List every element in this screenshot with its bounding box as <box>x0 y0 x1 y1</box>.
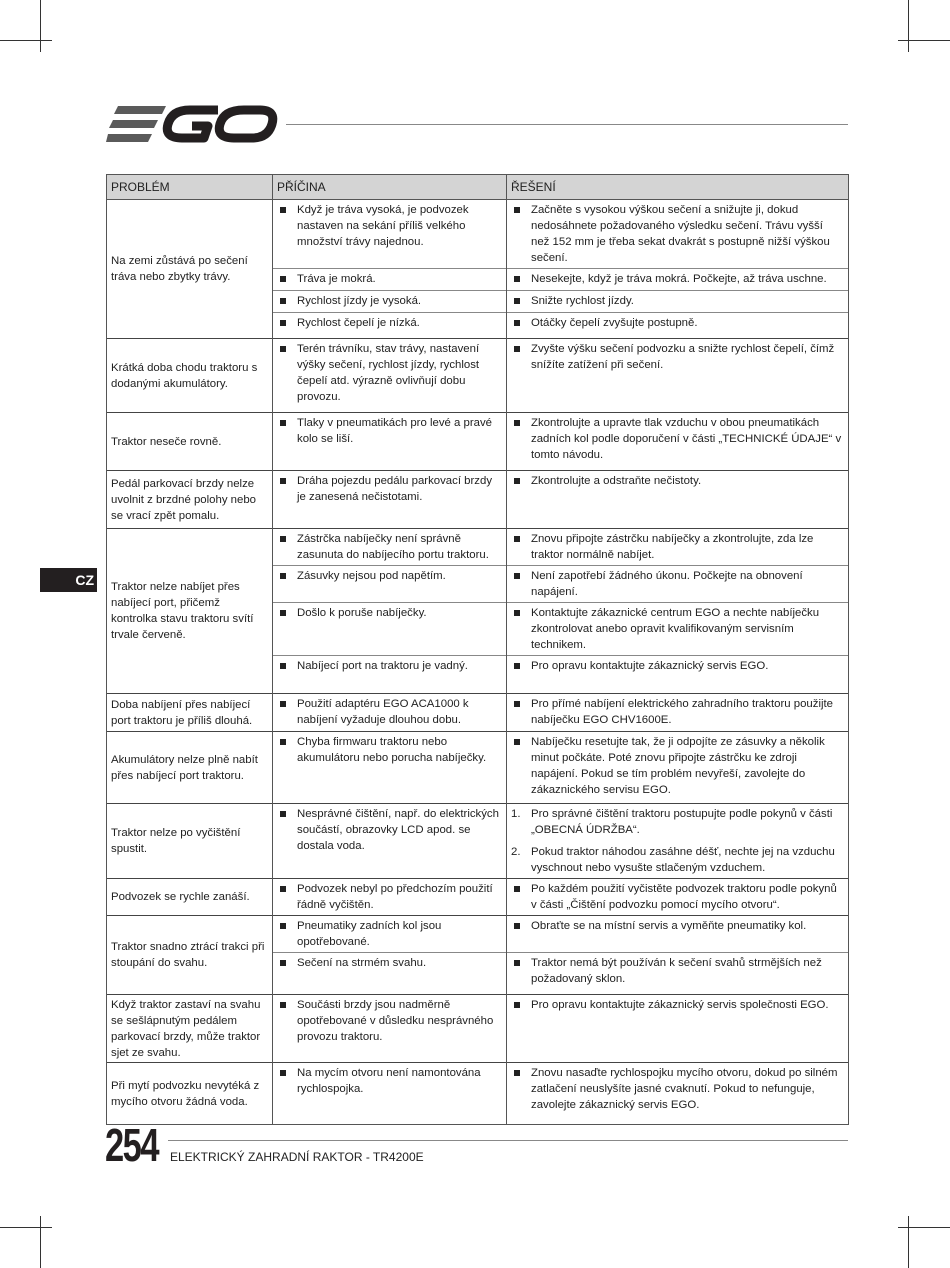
cause-item-text: Nabíjecí port na traktoru je vadný. <box>297 660 468 672</box>
step-number: 1. <box>511 808 521 820</box>
cause-cell <box>273 916 507 953</box>
cause-item-text: Součásti brzdy jsou nadměrně opotřebované v důsledku nesprávného provozu traktoru. <box>297 999 494 1043</box>
cause-item-text: Došlo k poruše nabíječky. <box>297 607 427 619</box>
solution-cell <box>507 471 849 529</box>
bullet-icon <box>514 923 520 929</box>
problem-cell: Traktor neseče rovně. <box>107 413 273 471</box>
cause-item-text: Když je tráva vysoká, je podvozek nastaven na sekání příliš velkého množství trávy najednou. <box>297 204 469 248</box>
solution-item <box>507 953 848 989</box>
cause-cell <box>273 269 507 291</box>
solution-cell <box>507 413 849 471</box>
bullet-icon <box>514 536 520 542</box>
problem-cell: Akumulátory nelze plně nabít přes nabíjecí port traktoru. <box>107 732 273 804</box>
bullet-icon <box>280 1070 286 1076</box>
step-text: Pokud traktor náhodou zasáhne déšť, nechte jej na vzduchu vyschnout nebo vysušte stlačeným vzduchem. <box>531 846 835 874</box>
crop-mark <box>908 1216 909 1268</box>
solution-item-text: Není zapotřebí žádného úkonu. Počkejte na obnovení napájení. <box>531 570 803 598</box>
table-row <box>107 1063 849 1125</box>
solution-item-text: Pro opravu kontaktujte zákaznický servis společnosti EGO. <box>531 999 829 1011</box>
cause-item-text: Pneumatiky zadních kol jsou opotřebované. <box>297 920 442 948</box>
problem-cell: Pedál parkovací brzdy nelze uvolnit z brzdné polohy nebo se vrací zpět pomalu. <box>107 471 273 529</box>
solution-cell <box>507 916 849 953</box>
solution-item <box>507 339 848 375</box>
bullet-icon <box>280 739 286 745</box>
solution-cell <box>507 656 849 694</box>
bullet-icon <box>280 346 286 352</box>
cause-item <box>273 732 506 768</box>
table-row <box>107 529 849 566</box>
cause-item-text: Zásuvky nejsou pod napětím. <box>297 570 446 582</box>
bullet-icon <box>514 420 520 426</box>
solution-item <box>507 603 848 655</box>
crop-mark <box>898 40 950 41</box>
bullet-icon <box>280 886 286 892</box>
cause-cell <box>273 953 507 995</box>
solution-item-text: Traktor nemá být používán k sečení svahů strmějších než požadovaný sklon. <box>531 957 822 985</box>
problem-cell: Podvozek se rychle zanáší. <box>107 879 273 916</box>
page-number: 254 <box>105 1119 159 1171</box>
bullet-icon <box>514 886 520 892</box>
cause-item <box>273 995 506 1047</box>
solution-item <box>507 200 848 268</box>
cause-cell <box>273 413 507 471</box>
solution-cell <box>507 879 849 916</box>
problem-cell: Při mytí podvozku nevytéká z mycího otvoru žádná voda. <box>107 1063 273 1125</box>
bullet-icon <box>280 320 286 326</box>
solution-item-text: Nabíječku resetujte tak, že ji odpojíte ze zásuvky a několik minut počkáte. Poté znovu připojte zástrčku ke zdroji napájení. Pokud se tím problém nevyřeší, zavolejte do zákaznického servisu EGO. <box>531 736 825 796</box>
solution-cell <box>507 200 849 269</box>
language-tab: CZ <box>40 568 97 592</box>
solution-item <box>507 313 848 333</box>
solution-item-text: Pro opravu kontaktujte zákaznický servis EGO. <box>531 660 769 672</box>
solution-item-text: Začněte s vysokou výškou sečení a snižujte ji, dokud nedosáhnete požadovaného výsledku sečení. Trávu vyšší než 152 mm je třeba sekat dvakrát s postupně nižší výškou sečení. <box>531 204 830 264</box>
cause-cell <box>273 603 507 656</box>
bullet-icon <box>280 923 286 929</box>
bullet-icon <box>280 207 286 213</box>
bullet-icon <box>514 298 520 304</box>
solution-item-text: Po každém použití vyčistěte podvozek traktoru podle pokynů v části „Čištění podvozku pomocí mycího otvoru“. <box>531 883 837 911</box>
table-row <box>107 732 849 804</box>
footer-title: ELEKTRICKÝ ZAHRADNÍ RAKTOR - TR4200E <box>170 1150 424 1164</box>
solution-item-text: Zvyšte výšku sečení podvozku a snižte rychlost čepelí, čímž snížíte zatížení při sečení. <box>531 343 835 371</box>
header-solution: ŘEŠENÍ <box>507 175 849 200</box>
table-row <box>107 694 849 732</box>
cause-cell <box>273 291 507 313</box>
crop-mark <box>40 1216 41 1268</box>
bullet-icon <box>514 207 520 213</box>
cause-item <box>273 1063 506 1099</box>
table-row <box>107 471 849 529</box>
cause-item <box>273 413 506 449</box>
solution-item-text: Znovu připojte zástrčku nabíječky a zkontrolujte, zda lze traktor normálně nabíjet. <box>531 533 814 561</box>
problem-cell: Traktor nelze po vyčištění spustit. <box>107 804 273 879</box>
bullet-icon <box>514 663 520 669</box>
bullet-icon <box>514 739 520 745</box>
step-number: 2. <box>511 846 521 858</box>
bullet-icon <box>280 701 286 707</box>
solution-step <box>507 804 848 840</box>
cause-item-text: Zástrčka nabíječky není správně zasunuta do nabíjecího portu traktoru. <box>297 533 489 561</box>
crop-mark <box>908 0 909 52</box>
header-rule <box>286 124 848 125</box>
solution-item-text: Otáčky čepelí zvyšujte postupně. <box>531 317 698 329</box>
troubleshooting-table <box>106 174 849 1125</box>
crop-mark <box>898 1227 950 1228</box>
cause-cell <box>273 339 507 413</box>
bullet-icon <box>280 610 286 616</box>
solution-item <box>507 1063 848 1115</box>
table-row <box>107 916 849 953</box>
solution-cell <box>507 313 849 339</box>
bullet-icon <box>280 811 286 817</box>
table-row <box>107 879 849 916</box>
cause-cell <box>273 879 507 916</box>
cause-cell <box>273 1063 507 1125</box>
cause-item <box>273 200 506 252</box>
problem-cell: Traktor nelze nabíjet přes nabíjecí port, přičemž kontrolka stavu traktoru svítí trvale červeně. <box>107 529 273 694</box>
cause-item <box>273 804 506 856</box>
crop-mark <box>40 0 41 52</box>
cause-item <box>273 471 506 507</box>
solution-cell <box>507 995 849 1063</box>
cause-item-text: Tlaky v pneumatikách pro levé a pravé kolo se liší. <box>297 417 493 445</box>
solution-cell <box>507 269 849 291</box>
bullet-icon <box>514 1070 520 1076</box>
solution-item-text: Pro přímé nabíjení elektrického zahradního traktoru použijte nabíječku EGO CHV1600E. <box>531 698 834 726</box>
solution-item <box>507 694 848 730</box>
cause-cell <box>273 200 507 269</box>
solution-item <box>507 995 848 1015</box>
problem-cell: Traktor snadno ztrácí trakci při stoupání do svahu. <box>107 916 273 995</box>
bullet-icon <box>514 276 520 282</box>
solution-item <box>507 879 848 915</box>
table-row <box>107 200 849 269</box>
problem-cell: Doba nabíjení přes nabíjecí port traktoru je příliš dlouhá. <box>107 694 273 732</box>
problem-cell: Krátká doba chodu traktoru s dodanými akumulátory. <box>107 339 273 413</box>
cause-item <box>273 566 506 586</box>
solution-item <box>507 529 848 565</box>
cause-item-text: Použití adaptéru EGO ACA1000 k nabíjení vyžaduje dlouhou dobu. <box>297 698 469 726</box>
bullet-icon <box>514 610 520 616</box>
cause-item <box>273 879 506 915</box>
solution-item <box>507 732 848 800</box>
cause-cell <box>273 313 507 339</box>
solution-item <box>507 916 848 936</box>
cause-item-text: Na mycím otvoru není namontována rychlospojka. <box>297 1067 481 1095</box>
cause-item <box>273 529 506 565</box>
cause-item-text: Chyba firmwaru traktoru nebo akumulátoru nebo porucha nabíječky. <box>297 736 487 764</box>
cause-item-text: Rychlost čepelí je nízká. <box>297 317 420 329</box>
bullet-icon <box>280 536 286 542</box>
solution-item <box>507 291 848 311</box>
bullet-icon <box>280 960 286 966</box>
problem-cell: Na zemi zůstává po sečení tráva nebo zbytky trávy. <box>107 200 273 339</box>
bullet-icon <box>280 663 286 669</box>
solution-cell <box>507 291 849 313</box>
cause-item <box>273 694 506 730</box>
cause-item <box>273 313 506 333</box>
solution-item-text: Zkontrolujte a upravte tlak vzduchu v obou pneumatikách zadních kol podle doporučení v části „TECHNICKÉ ÚDAJE“ v tomto návodu. <box>531 417 842 461</box>
cause-cell <box>273 566 507 603</box>
solution-item-text: Znovu nasaďte rychlospojku mycího otvoru, dokud po silném zatlačení neuslyšíte jasné cvaknutí. Pokud to nefunguje, zavolejte zákaznický servis EGO. <box>531 1067 838 1111</box>
bullet-icon <box>514 320 520 326</box>
solution-item-text: Kontaktujte zákaznické centrum EGO a nechte nabíječku zkontrolovat anebo opravit kvalifikovaným servisním technikem. <box>531 607 820 651</box>
cause-item-text: Terén trávníku, stav trávy, nastavení výšky sečení, rychlost jízdy, rychlost čepelí atd. výrazně ovlivňují dobu provozu. <box>297 343 480 403</box>
solution-item-text: Nesekejte, když je tráva mokrá. Počkejte, až tráva uschne. <box>531 273 827 285</box>
cause-item <box>273 916 506 952</box>
cause-item-text: Tráva je mokrá. <box>297 273 376 285</box>
bullet-icon <box>280 298 286 304</box>
solution-cell <box>507 529 849 566</box>
cause-cell <box>273 995 507 1063</box>
bullet-icon <box>514 960 520 966</box>
crop-mark <box>0 40 52 41</box>
cause-cell <box>273 471 507 529</box>
table-row <box>107 804 849 879</box>
cause-item-text: Nesprávné čištění, např. do elektrických součástí, obrazovky LCD apod. se dostala voda. <box>297 808 499 852</box>
bullet-icon <box>280 276 286 282</box>
cause-cell <box>273 529 507 566</box>
header-problem: PROBLÉM <box>107 175 273 200</box>
cause-item <box>273 339 506 407</box>
cause-item-text: Podvozek nebyl po předchozím použití řádně vyčištěn. <box>297 883 493 911</box>
bullet-icon <box>514 346 520 352</box>
cause-item-text: Rychlost jízdy je vysoká. <box>297 295 422 307</box>
bullet-icon <box>514 573 520 579</box>
solution-cell <box>507 694 849 732</box>
cause-cell <box>273 656 507 694</box>
solution-item-text: Obraťte se na místní servis a vyměňte pneumatiky kol. <box>531 920 807 932</box>
bullet-icon <box>280 420 286 426</box>
header-cause: PŘÍČINA <box>273 175 507 200</box>
solution-item <box>507 656 848 676</box>
bullet-icon <box>280 1002 286 1008</box>
solution-cell <box>507 1063 849 1125</box>
footer-rule <box>168 1140 848 1141</box>
cause-cell <box>273 732 507 804</box>
bullet-icon <box>280 478 286 484</box>
solution-cell <box>507 953 849 995</box>
bullet-icon <box>514 701 520 707</box>
table-row <box>107 339 849 413</box>
bullet-icon <box>514 1002 520 1008</box>
cause-item <box>273 656 506 676</box>
table-header-row <box>107 175 849 200</box>
solution-cell <box>507 339 849 413</box>
cause-item <box>273 603 506 623</box>
cause-item <box>273 291 506 311</box>
solution-item-text: Zkontrolujte a odstraňte nečistoty. <box>531 475 702 487</box>
table-row <box>107 413 849 471</box>
solution-cell <box>507 732 849 804</box>
bullet-icon <box>280 573 286 579</box>
solution-item <box>507 413 848 465</box>
solution-item-text: Snižte rychlost jízdy. <box>531 295 634 307</box>
cause-item <box>273 269 506 289</box>
cause-item <box>273 953 506 973</box>
solution-item <box>507 566 848 602</box>
ego-logo <box>106 100 278 148</box>
solution-item <box>507 471 848 491</box>
crop-mark <box>0 1227 52 1228</box>
solution-step <box>507 842 848 878</box>
solution-cell <box>507 566 849 603</box>
cause-cell <box>273 804 507 879</box>
cause-item-text: Dráha pojezdu pedálu parkovací brzdy je zanesená nečistotami. <box>297 475 493 503</box>
cause-cell <box>273 694 507 732</box>
bullet-icon <box>514 478 520 484</box>
solution-item <box>507 269 848 289</box>
solution-cell <box>507 804 849 879</box>
table-row <box>107 995 849 1063</box>
problem-cell: Když traktor zastaví na svahu se sešlápnutým pedálem parkovací brzdy, může traktor sjet ze svahu. <box>107 995 273 1063</box>
cause-item-text: Sečení na strmém svahu. <box>297 957 427 969</box>
step-text: Pro správné čištění traktoru postupujte podle pokynů v části „OBECNÁ ÚDRŽBA“. <box>531 808 833 836</box>
solution-cell <box>507 603 849 656</box>
